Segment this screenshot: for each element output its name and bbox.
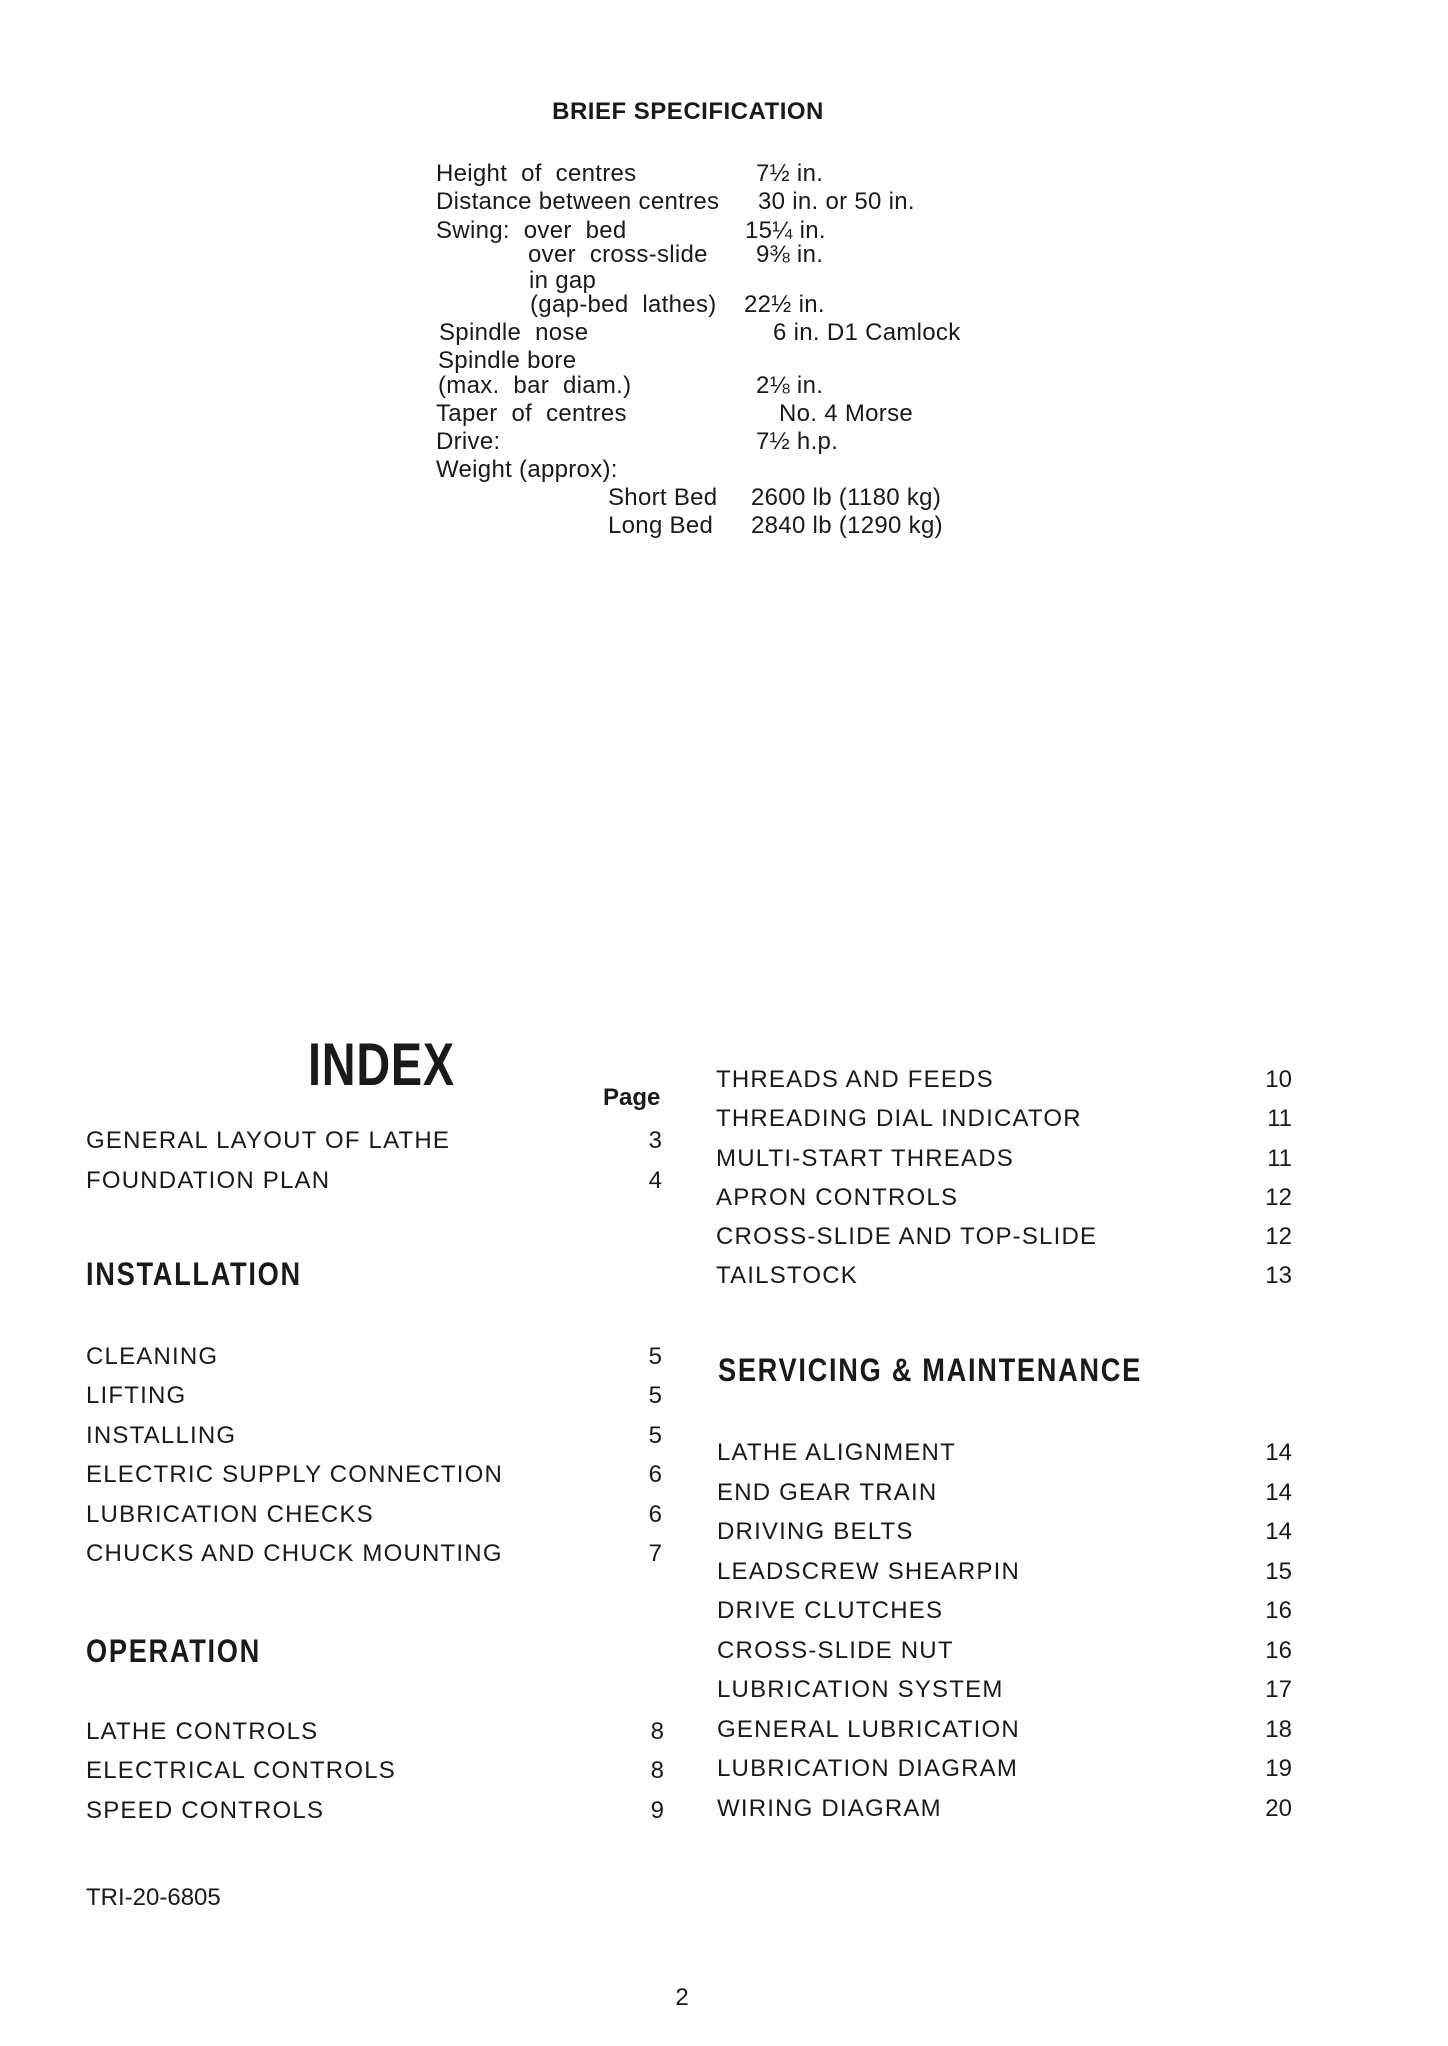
spec-label: over cross-slide	[528, 241, 708, 268]
index-entry: LATHE CONTROLS	[86, 1718, 319, 1745]
spec-label: Spindle nose	[439, 319, 589, 346]
index-entry: LATHE ALIGNMENT	[717, 1439, 956, 1466]
spec-value: 7½ in.	[756, 160, 824, 187]
index-page: 19	[1265, 1755, 1292, 1782]
spec-label: Taper of centres	[436, 400, 627, 427]
index-page: 20	[1265, 1795, 1292, 1822]
index-page: 5	[648, 1343, 662, 1370]
spec-value: 15¼ in.	[745, 217, 826, 244]
index-page: 16	[1265, 1637, 1292, 1664]
index-entry: FOUNDATION PLAN	[86, 1167, 331, 1194]
index-page: 16	[1265, 1597, 1292, 1624]
index-entry: MULTI-START THREADS	[716, 1145, 1014, 1172]
index-entry: ELECTRICAL CONTROLS	[86, 1757, 396, 1784]
spec-value: No. 4 Morse	[779, 400, 914, 427]
index-page: 15	[1265, 1558, 1292, 1585]
spec-value: 2600 lb (1180 kg)	[751, 484, 942, 511]
spec-value: 22½ in.	[744, 291, 825, 318]
spec-label: Distance between centres	[436, 188, 720, 215]
section-heading-operation: OPERATION	[86, 1633, 261, 1669]
index-entry: CROSS-SLIDE NUT	[717, 1637, 954, 1664]
page-column-heading: Page	[603, 1084, 661, 1111]
spec-label: Drive:	[436, 428, 501, 455]
index-entry: GENERAL LAYOUT OF LATHE	[86, 1127, 451, 1154]
index-entry: TAILSTOCK	[716, 1262, 858, 1289]
index-entry: LEADSCREW SHEARPIN	[717, 1558, 1020, 1585]
spec-label: Spindle bore	[438, 347, 577, 374]
index-page: 5	[648, 1422, 662, 1449]
index-page: 3	[648, 1127, 662, 1154]
index-page: 17	[1265, 1676, 1292, 1703]
index-entry: WIRING DIAGRAM	[717, 1795, 942, 1822]
index-page: 14	[1265, 1479, 1292, 1506]
index-entry: CHUCKS AND CHUCK MOUNTING	[86, 1540, 503, 1567]
index-page: 9	[650, 1797, 664, 1824]
spec-value: 2⅛ in.	[756, 372, 824, 399]
spec-label: Short Bed	[608, 484, 718, 511]
spec-label: in gap	[529, 267, 597, 294]
index-entry: DRIVE CLUTCHES	[717, 1597, 944, 1624]
index-entry: DRIVING BELTS	[717, 1518, 914, 1545]
spec-label: Long Bed	[608, 512, 714, 539]
spec-value: 30 in. or 50 in.	[758, 188, 915, 215]
spec-label: Weight (approx):	[436, 456, 618, 483]
index-page: 6	[648, 1461, 662, 1488]
index-entry: LUBRICATION DIAGRAM	[717, 1755, 1019, 1782]
index-entry: APRON CONTROLS	[716, 1184, 959, 1211]
index-entry: CLEANING	[86, 1343, 219, 1370]
index-entry: END GEAR TRAIN	[717, 1479, 938, 1506]
spec-value: 6 in. D1 Camlock	[773, 319, 961, 346]
index-page: 18	[1265, 1716, 1292, 1743]
index-page: 7	[648, 1540, 662, 1567]
document-code: TRI-20-6805	[86, 1884, 221, 1911]
spec-label: Height of centres	[436, 160, 637, 187]
index-entry: GENERAL LUBRICATION	[717, 1716, 1020, 1743]
spec-label: Swing: over bed	[436, 217, 627, 244]
index-page: 5	[648, 1382, 662, 1409]
index-page: 6	[648, 1501, 662, 1528]
index-page: 10	[1265, 1066, 1292, 1093]
spec-value: 7½ h.p.	[756, 428, 839, 455]
index-page: 11	[1267, 1145, 1292, 1172]
index-entry: INSTALLING	[86, 1422, 237, 1449]
index-entry: ELECTRIC SUPPLY CONNECTION	[86, 1461, 504, 1488]
index-entry: CROSS-SLIDE AND TOP-SLIDE	[716, 1223, 1098, 1250]
index-title: INDEX	[308, 1031, 455, 1098]
index-entry: LUBRICATION SYSTEM	[717, 1676, 1004, 1703]
index-page: 11	[1267, 1105, 1292, 1132]
index-page: 8	[650, 1757, 664, 1784]
spec-value: 9⅜ in.	[756, 241, 824, 268]
spec-value: 2840 lb (1290 kg)	[751, 512, 943, 539]
index-entry: SPEED CONTROLS	[86, 1797, 325, 1824]
spec-label: (max. bar diam.)	[438, 372, 632, 399]
index-entry: THREADING DIAL INDICATOR	[716, 1105, 1082, 1132]
index-entry: LUBRICATION CHECKS	[86, 1501, 374, 1528]
section-heading-servicing: SERVICING & MAINTENANCE	[718, 1352, 1142, 1388]
index-page: 14	[1265, 1439, 1292, 1466]
index-page: 12	[1265, 1184, 1292, 1211]
index-entry: LIFTING	[86, 1382, 187, 1409]
index-page: 12	[1265, 1223, 1292, 1250]
page-number: 2	[675, 1984, 689, 2011]
spec-title: BRIEF SPECIFICATION	[552, 98, 824, 125]
index-page: 14	[1265, 1518, 1292, 1545]
index-page: 8	[650, 1718, 664, 1745]
section-heading-installation: INSTALLATION	[86, 1256, 302, 1292]
index-page: 4	[648, 1167, 662, 1194]
index-entry: THREADS AND FEEDS	[716, 1066, 994, 1093]
spec-label: (gap-bed lathes)	[530, 291, 717, 318]
index-page: 13	[1265, 1262, 1292, 1289]
